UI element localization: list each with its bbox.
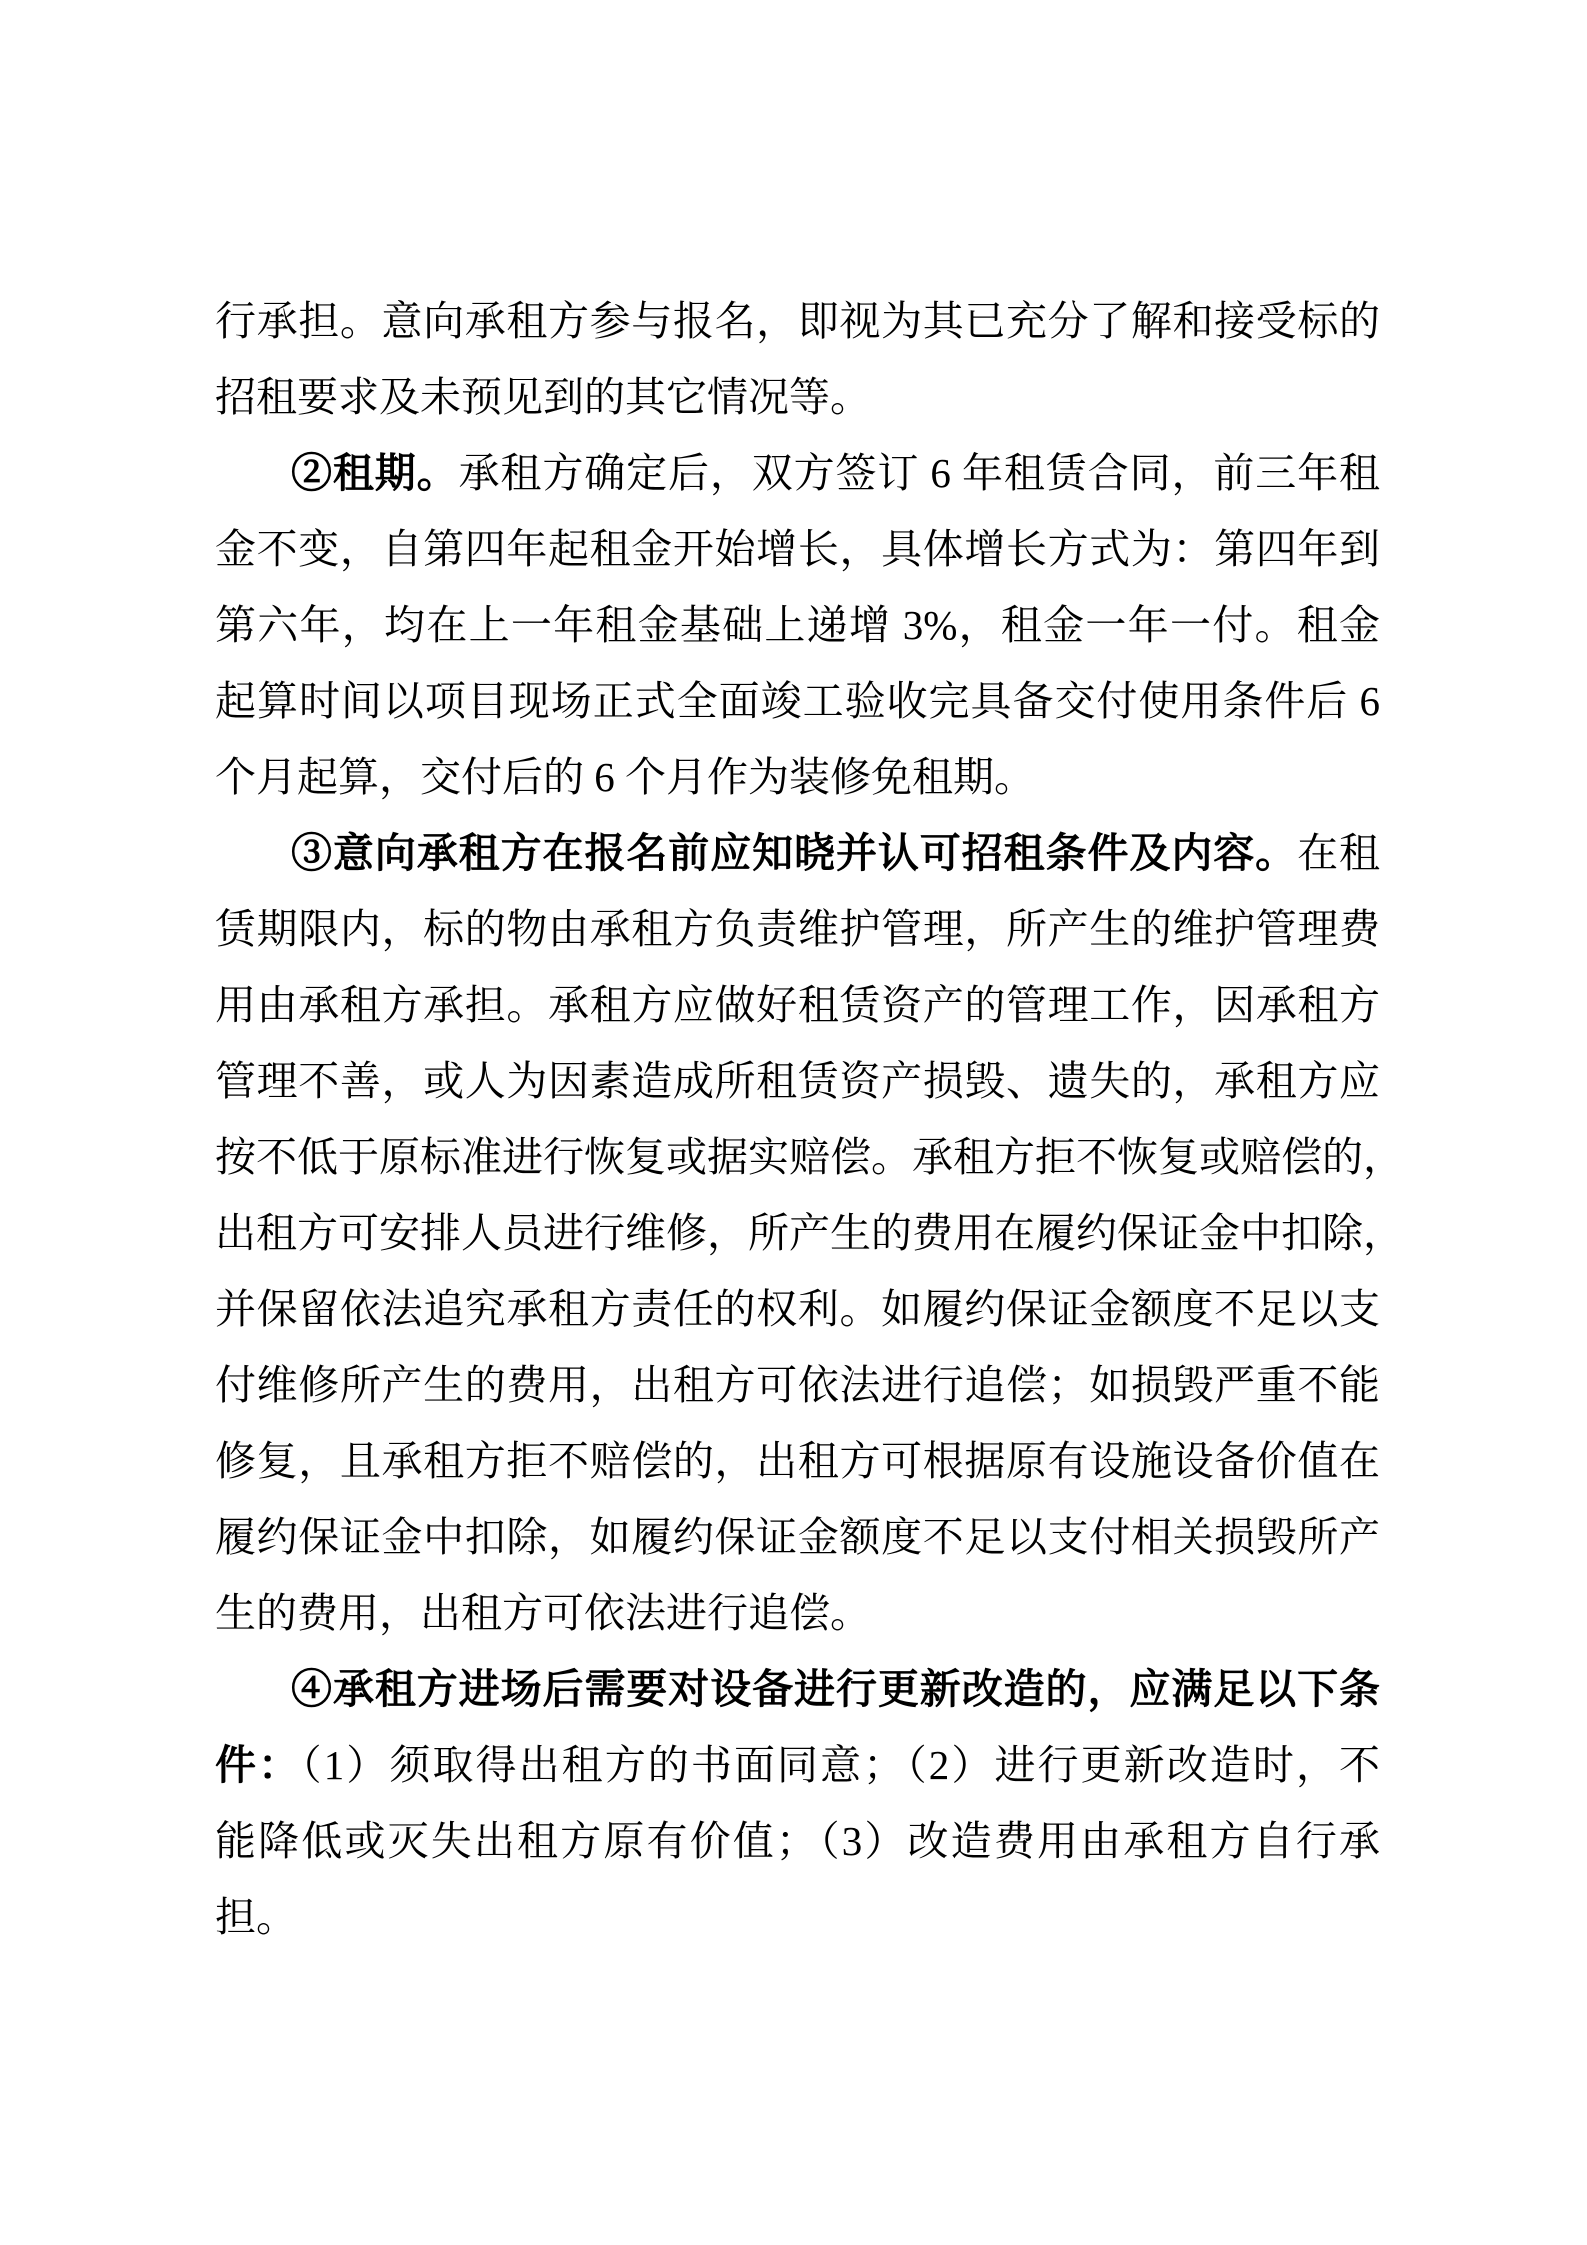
text-line: [215, 739, 1380, 815]
text-line: [215, 663, 1380, 739]
text-line: [215, 1119, 1404, 1195]
text-line: [215, 1423, 1380, 1499]
text-line: [215, 815, 1380, 891]
clause-heading-segment: ④承租方进场后需要对设备进行更新改造的，应满足以下条: [291, 1666, 1380, 1712]
text-line: [215, 1803, 1380, 1879]
text-line: [215, 1727, 1380, 1803]
text-segment: 能降低或灭失出租方原有价值；（3）改造费用由承租方自行承: [215, 1818, 1380, 1864]
clause-heading-segment: ②租期。: [291, 450, 459, 496]
text-line: [215, 1271, 1380, 1347]
text-segment: 管理不善，或人为因素造成所租赁资产损毁、遗失的，承租方应: [215, 1058, 1380, 1104]
text-segment: 在租: [1297, 830, 1380, 876]
text-line: [215, 1195, 1404, 1271]
text-segment: 承租方确定后，双方签订 6 年租赁合同，前三年租: [458, 450, 1381, 496]
text-segment: 出租方可安排人员进行维修，所产生的费用在履约保证金中扣除，: [215, 1210, 1404, 1256]
text-segment: （1）须取得出租方的书面同意；（2）进行更新改造时，不: [301, 1742, 1381, 1788]
text-segment: 用由承租方承担。承租方应做好租赁资产的管理工作，因承租方: [215, 982, 1380, 1028]
text-line: [215, 1651, 1380, 1727]
text-line: [215, 1043, 1380, 1119]
text-line: [215, 359, 1380, 435]
text-line: [215, 1499, 1380, 1575]
text-line: [215, 587, 1380, 663]
text-segment: 并保留依法追究承租方责任的权利。如履约保证金额度不足以支: [215, 1286, 1380, 1332]
text-line: [215, 283, 1380, 359]
text-segment: 招租要求及未预见到的其它情况等。: [215, 374, 871, 420]
text-line: [215, 511, 1380, 587]
text-line: [215, 967, 1380, 1043]
text-segment: 付维修所产生的费用，出租方可依法进行追偿；如损毁严重不能: [215, 1362, 1380, 1408]
clause-heading-segment: 件：: [215, 1742, 302, 1788]
text-segment: 生的费用，出租方可依法进行追偿。: [215, 1590, 871, 1636]
text-segment: 第六年，均在上一年租金基础上递增 3%，租金一年一付。租金: [215, 602, 1380, 648]
text-segment: 个月起算，交付后的 6 个月作为装修免租期。: [215, 754, 1035, 800]
text-segment: 修复，且承租方拒不赔偿的，出租方可根据原有设施设备价值在: [215, 1438, 1380, 1484]
text-segment: 起算时间以项目现场正式全面竣工验收完具备交付使用条件后 6: [215, 678, 1380, 724]
text-segment: 金不变，自第四年起租金开始增长，具体增长方式为：第四年到: [215, 526, 1380, 572]
text-line: [215, 1347, 1380, 1423]
text-segment: 担。: [215, 1894, 297, 1940]
text-segment: 按不低于原标准进行恢复或据实赔偿。承租方拒不恢复或赔偿的，: [215, 1134, 1404, 1180]
text-line: [215, 1879, 1380, 1955]
text-line: [215, 1575, 1380, 1651]
text-segment: 履约保证金中扣除，如履约保证金额度不足以支付相关损毁所产: [215, 1514, 1380, 1560]
document-text-block: [215, 283, 1404, 1955]
text-line: [215, 891, 1380, 967]
text-line: [215, 435, 1380, 511]
text-segment: 行承担。意向承租方参与报名，即视为其已充分了解和接受标的: [215, 298, 1380, 344]
text-segment: 赁期限内，标的物由承租方负责维护管理，所产生的维护管理费: [215, 906, 1380, 952]
clause-heading-segment: ③意向承租方在报名前应知晓并认可招租条件及内容。: [291, 830, 1298, 876]
